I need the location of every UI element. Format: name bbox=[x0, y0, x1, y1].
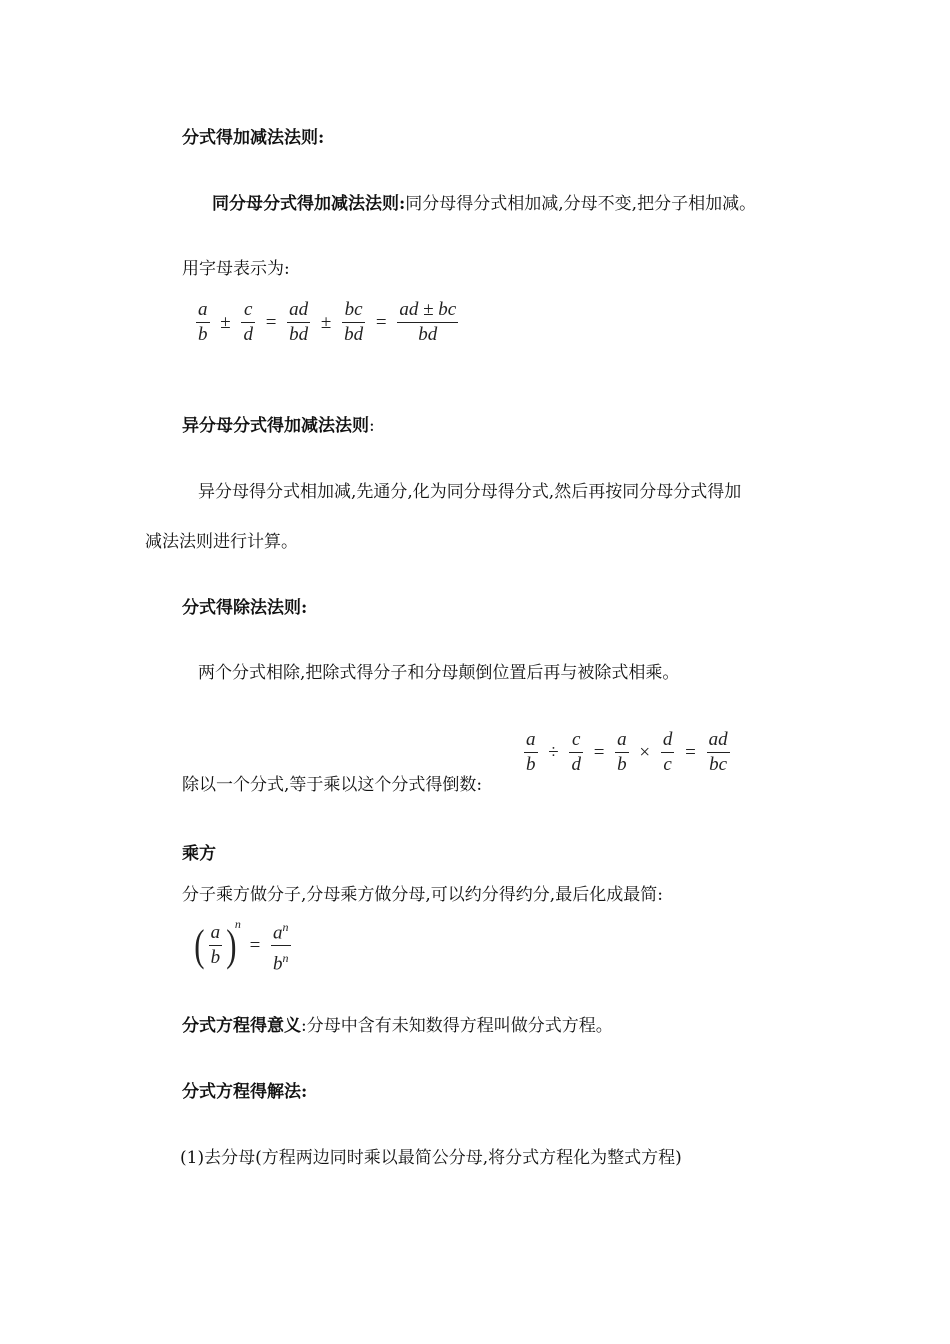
formula-same-denominator bbox=[194, 298, 460, 347]
fraction-ad-bc: $\frac{ad}{bc}$ bbox=[708, 729, 728, 775]
formula-power bbox=[192, 915, 293, 977]
different-denominator-line2: 减法法则进行计算。 bbox=[145, 532, 298, 552]
heading-division: 分式得除法法则: bbox=[182, 598, 308, 618]
fraction-c-d: $\frac{c}{d}$ bbox=[571, 729, 581, 775]
division-text: 两个分式相除,把除式得分子和分母颠倒位置后再与被除式相乘。 bbox=[198, 663, 680, 683]
same-denominator-text: 同分母得分式相加减,分母不变,把分子相加减。 bbox=[405, 194, 757, 214]
equals-operator: = bbox=[685, 741, 696, 763]
equals-operator: = bbox=[593, 741, 605, 763]
solving-step-1: (1)去分母(方程两边同时乘以最简公分母,将分式方程化为整式方程) bbox=[180, 1148, 682, 1168]
different-denominator-label: 异分母分式得加减法法则 bbox=[182, 416, 369, 436]
division-text-2: 除以一个分式,等于乘以这个分式得倒数: bbox=[182, 775, 483, 795]
fraction-result: $\frac{ad \pm bc}{bd}$ bbox=[399, 299, 457, 345]
fraction-bc-bd: $\frac{bc}{bd}$ bbox=[344, 299, 364, 345]
fraction-a-b: $\frac{a}{b}$ bbox=[617, 729, 627, 775]
fraction-a-b: $\frac{a}{b}$ bbox=[210, 922, 221, 969]
exponent-n: n bbox=[234, 917, 241, 932]
heading-add-sub: 分式得加减法法则: bbox=[182, 128, 325, 148]
equals-operator: = bbox=[249, 934, 261, 956]
equation-meaning bbox=[182, 1018, 613, 1035]
letters-intro: 用字母表示为: bbox=[182, 259, 290, 279]
plus-minus-operator: ± bbox=[220, 311, 231, 333]
heading-equation-solving: 分式方程得解法: bbox=[182, 1082, 308, 1102]
same-denominator-paragraph bbox=[212, 196, 756, 213]
fraction-an-bn: $\frac{a^n}{b^n}$ bbox=[271, 915, 291, 977]
power-text: 分子乘方做分子,分母乘方做分母,可以约分得约分,最后化成最简: bbox=[182, 885, 663, 905]
fraction-ad-bd: $\frac{ad}{bd}$ bbox=[289, 299, 309, 345]
divide-operator: ÷ bbox=[548, 741, 559, 763]
colon: : bbox=[369, 416, 375, 436]
equation-meaning-label: 分式方程得意义 bbox=[182, 1016, 301, 1036]
equation-meaning-text: :分母中含有未知数得方程叫做分式方程。 bbox=[301, 1016, 613, 1036]
plus-minus-operator: ± bbox=[320, 311, 332, 333]
fraction-c-d: $\frac{c}{d}$ bbox=[243, 299, 253, 345]
different-denominator-line1: 异分母得分式相加减,先通分,化为同分母得分式,然后再按同分母分式得加 bbox=[198, 482, 742, 502]
formula-division bbox=[522, 728, 732, 777]
different-denominator-heading bbox=[182, 418, 375, 435]
fraction-a-b: $\frac{a}{b}$ bbox=[198, 299, 208, 345]
times-operator: × bbox=[639, 741, 651, 763]
right-paren: ) bbox=[226, 920, 237, 970]
heading-power: 乘方 bbox=[182, 844, 216, 864]
equals-operator: = bbox=[265, 311, 277, 333]
left-paren: ( bbox=[194, 920, 205, 970]
equals-operator: = bbox=[375, 311, 387, 333]
fraction-a-b: $\frac{a}{b}$ bbox=[526, 729, 536, 775]
fraction-d-c: $\frac{d}{c}$ bbox=[662, 729, 673, 775]
same-denominator-label: 同分母分式得加减法法则: bbox=[212, 194, 406, 214]
